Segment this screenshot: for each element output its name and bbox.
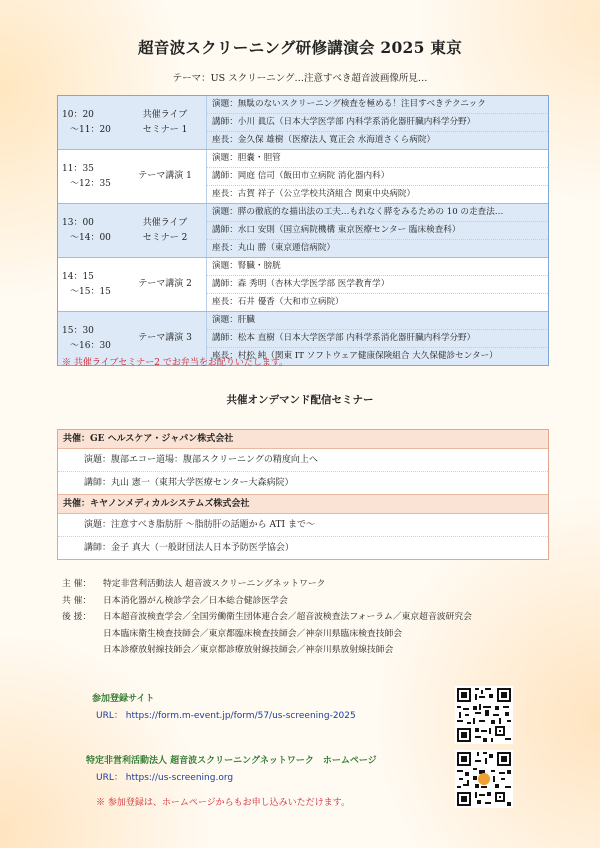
qr-code-icon[interactable] <box>455 750 513 808</box>
organizer-value: 特定非営利活動法人 超音波スクリーニングネットワーク <box>103 579 326 589</box>
time-end: 〜14：00 <box>70 232 111 243</box>
session-type <box>124 258 206 311</box>
schedule-row <box>58 96 548 150</box>
cohost-label: 共 催： <box>62 595 92 606</box>
session-topic: 演題：膵の徹底的な描出法の工夫…もれなく膵をみるための 10 の走査法… <box>207 204 548 222</box>
session-type <box>124 204 206 257</box>
time-start: 10：20 <box>62 109 94 120</box>
session-time <box>58 258 124 311</box>
time-start: 14：15 <box>62 271 94 282</box>
homepage-url-link[interactable]: https://us-screening.org <box>125 773 234 783</box>
ondemand-topic: 演題：腹部エコー道場：腹部スクリーニングの精度向上へ <box>58 449 548 472</box>
sponsor-name: 共催：GE ヘルスケア・ジャパン株式会社 <box>58 430 548 449</box>
ondemand-lecturer: 講師：金子 真大（一般財団法人日本予防医学協会） <box>84 543 294 553</box>
support-value: 日本超音波検査学会／全国労働衛生団体連合会／超音波検査法フォーラム／東京超音波研究会 <box>103 612 472 622</box>
ondemand-heading: 共催オンデマンド配信セミナー <box>226 394 374 406</box>
ondemand-table <box>57 429 549 560</box>
session-time <box>58 96 124 149</box>
sponsor-name: 共催：キヤノンメディカルシステムズ株式会社 <box>58 495 548 514</box>
homepage-url-line <box>96 770 233 783</box>
session-chair: 座長：古賀 祥子（公立学校共済組合 関東中央病院） <box>212 189 416 199</box>
credits <box>62 576 472 659</box>
session-time <box>58 204 124 257</box>
session-chair: 座長：金久保 雄樹（医療法人 寛正会 水海道さくら病院） <box>212 135 436 145</box>
session-line2: セミナー 2 <box>142 232 188 243</box>
cohost-row <box>62 593 472 610</box>
session-type <box>124 150 206 203</box>
schedule-table <box>57 95 549 366</box>
session-lecturer: 講師：森 秀明（杏林大学医学部 医学教育学） <box>207 276 548 294</box>
page-subtitle: テーマ：US スクリーニング…注意すべき超音波画像所見… <box>172 73 428 84</box>
session-chair: 座長：石井 優香（大和市立病院） <box>212 297 344 307</box>
registration-label: 参加登録サイト <box>92 694 155 704</box>
session-line1: テーマ講演 2 <box>138 279 192 289</box>
homepage-url-label: URL： <box>96 773 123 783</box>
registration-url-line <box>96 708 356 721</box>
time-start: 15：30 <box>62 325 94 336</box>
time-end: 〜15：15 <box>70 286 111 297</box>
time-start: 11：35 <box>62 163 94 174</box>
support-row <box>62 609 472 626</box>
session-line1: 共催ライブ <box>142 109 188 120</box>
support-row <box>62 626 472 643</box>
session-topic: 演題：腎臓・膀胱 <box>207 258 548 276</box>
qr-code-icon[interactable] <box>455 686 513 744</box>
session-details <box>206 96 548 149</box>
session-topic: 演題：胆嚢・胆管 <box>207 150 548 168</box>
ondemand-lecturer: 講師：丸山 憲一（東邦大学医療センター大森病院） <box>58 472 548 495</box>
session-time <box>58 150 124 203</box>
homepage-label: 特定非営利活動法人 超音波スクリーニングネットワーク ホームページ <box>86 756 377 766</box>
session-line2: セミナー 1 <box>142 124 188 135</box>
lunch-note: ※ 共催ライブセミナー2 でお弁当をお配りいたします。 <box>62 358 289 368</box>
time-end: 〜16：30 <box>70 340 111 351</box>
registration-note: ※ 参加登録は、ホームページからもお申し込みいただけます。 <box>96 798 350 808</box>
session-lecturer: 講師：水口 安則（国立病院機構 東京医療センター 臨床検査科） <box>207 222 548 240</box>
session-details <box>206 204 548 257</box>
registration-url-label: URL： <box>96 711 123 721</box>
session-line1: 共催ライブ <box>142 217 188 228</box>
session-type <box>124 96 206 149</box>
session-topic: 演題：無駄のないスクリーニング検査を極める！注目すべきテクニック <box>207 96 548 114</box>
support-value: 日本臨床衛生検査技師会／東京都臨床検査技師会／神奈川県臨床検査技師会 <box>103 628 403 639</box>
qr-code-icon <box>455 750 513 808</box>
support-value: 日本診療放射線技師会／東京都診療放射線技師会／神奈川県放射線技師会 <box>103 645 394 655</box>
organizer-label: 主 催： <box>62 579 92 589</box>
registration-url-link[interactable]: https://form.m-event.jp/form/57/us-screening-2025 <box>125 711 356 721</box>
qr-logo-icon <box>478 773 490 785</box>
time-end: 〜12：35 <box>70 178 111 189</box>
session-lecturer: 講師：岡庭 信司（飯田市立病院 消化器内科） <box>207 168 548 186</box>
ondemand-topic: 演題：注意すべき脂肪肝 〜脂肪肝の話題から ATI まで〜 <box>58 514 548 537</box>
support-label: 後 援： <box>62 612 92 622</box>
time-end: 〜11：20 <box>70 124 111 135</box>
schedule-row <box>58 150 548 204</box>
session-topic: 演題：肝臓 <box>207 312 548 330</box>
qr-code-icon <box>455 686 513 744</box>
session-chair: 座長：丸山 勝（東京逓信病院） <box>212 243 336 253</box>
session-details <box>206 150 548 203</box>
cohost-value: 日本消化器がん検診学会／日本総合健診医学会 <box>103 595 288 606</box>
session-details <box>206 258 548 311</box>
session-chair: 座長：村松 純（関東 IT ソフトウェア健康保険組合 大久保健診センター） <box>212 351 498 361</box>
schedule-row <box>58 204 548 258</box>
session-lecturer: 講師：松本 直樹（日本大学医学部 内科学系消化器肝臓内科学分野） <box>207 330 548 348</box>
organizer-row <box>62 576 472 593</box>
session-line1: テーマ講演 3 <box>138 333 192 343</box>
schedule-row <box>58 258 548 312</box>
time-start: 13：00 <box>62 217 94 228</box>
page-title: 超音波スクリーニング研修講演会 2025 東京 <box>137 38 463 57</box>
support-row <box>62 642 472 659</box>
session-line1: テーマ講演 1 <box>138 171 192 181</box>
session-lecturer: 講師：小川 眞広（日本大学医学部 内科学系消化器肝臓内科学分野） <box>207 114 548 132</box>
